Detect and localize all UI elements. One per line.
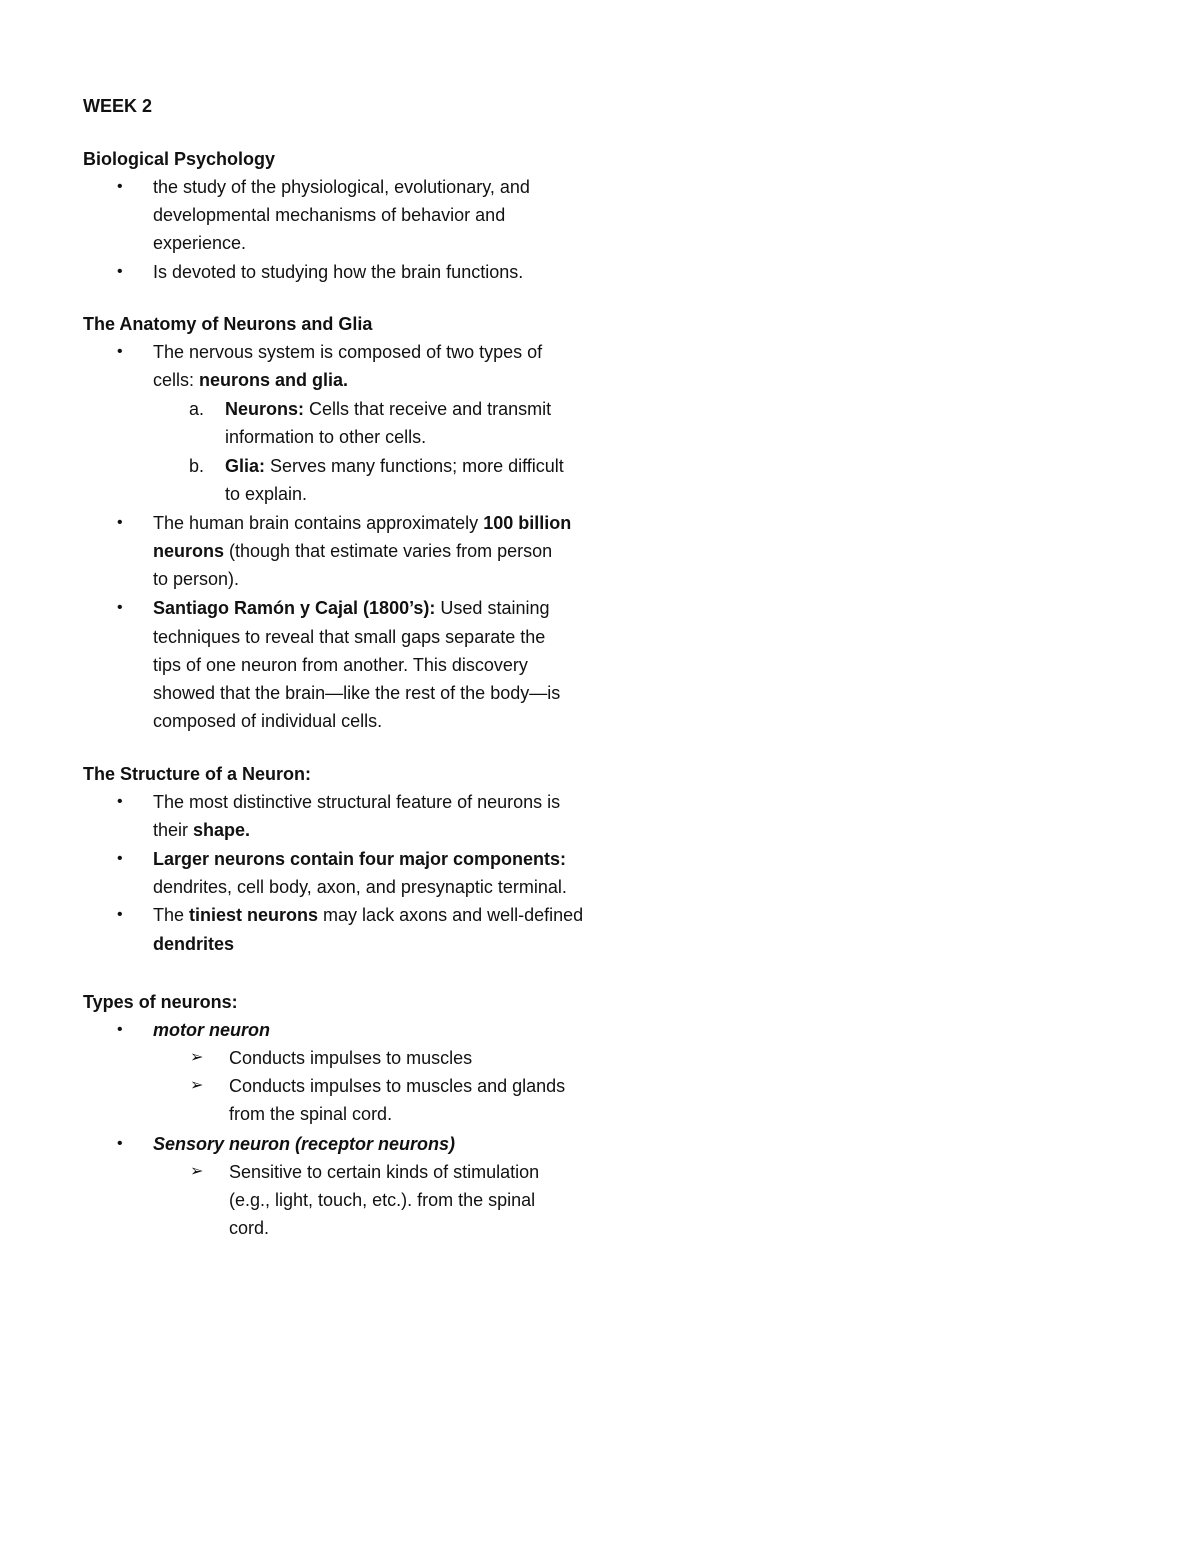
sub-bullet-text: from the spinal cord. [229,1104,393,1124]
bullet-text [153,509,571,537]
text-run: The [153,905,190,925]
bullet-text [153,366,348,394]
bold-text: shape. [193,820,251,840]
text-run: may lack axons and well-defined [318,905,584,925]
arrow-bullet-icon: ➢ [190,1049,204,1066]
text-run: The human brain contains approximately [153,513,484,533]
text-run: Used staining [435,598,550,618]
bullet-text: experience. [153,233,247,253]
section-heading-structure: The Structure of a Neuron: [83,764,312,784]
neuron-type-sensory: Sensory neuron (receptor neurons) [153,1134,456,1154]
bullet-icon: • [117,850,123,867]
list-marker: a. [189,399,205,419]
sub-item-text: to explain. [225,484,308,504]
sub-bullet-text: cord. [229,1218,270,1238]
section-heading-types: Types of neurons: [83,992,238,1012]
section-heading-anatomy: The Anatomy of Neurons and Glia [83,314,373,334]
bullet-text: the study of the physiological, evolutionary, and [153,177,530,197]
bullet-text [153,816,250,844]
bullet-text [153,901,583,929]
sub-bullet-text: Conducts impulses to muscles [229,1048,473,1068]
bullet-text [153,594,550,622]
bullet-icon: • [117,793,123,810]
bullet-icon: • [117,906,123,923]
bold-text: neurons and glia. [199,370,349,390]
section-heading-biological-psychology: Biological Psychology [83,149,276,169]
neuron-type-motor: motor neuron [153,1020,270,1040]
sub-item-text [225,395,551,423]
bullet-icon: • [117,514,123,531]
bullet-text: dendrites [153,934,235,954]
bullet-text: developmental mechanisms of behavior and [153,205,506,225]
bullet-icon: • [117,343,123,360]
page-title: WEEK 2 [83,96,153,116]
bold-text: tiniest neurons [189,905,319,925]
bullet-text: to person). [153,569,240,589]
bullet-icon: • [117,599,123,616]
text-run: Cells that receive and transmit [304,399,552,419]
sub-item-text: information to other cells. [225,427,427,447]
sub-item-text [225,452,564,480]
list-marker: b. [189,456,205,476]
text-run: their [153,820,194,840]
bullet-text: techniques to reveal that small gaps separate the [153,627,546,647]
bold-text: Glia: [225,456,266,476]
sub-bullet-text: Sensitive to certain kinds of stimulation [229,1162,540,1182]
bullet-text: Larger neurons contain four major components: [153,849,567,869]
text-run: cells: [153,370,200,390]
arrow-bullet-icon: ➢ [190,1163,204,1180]
bullet-text: composed of individual cells. [153,711,383,731]
bold-text: 100 billion [483,513,572,533]
bullet-icon: • [117,1135,123,1152]
bullet-text: dendrites, cell body, axon, and presynaptic terminal. [153,877,567,897]
bullet-text: The most distinctive structural feature of neurons is [153,792,561,812]
bold-text: Neurons: [225,399,305,419]
text-run: (though that estimate varies from person [224,541,553,561]
bold-text: neurons [153,541,225,561]
bullet-text: The nervous system is composed of two types of [153,342,543,362]
bullet-text: Is devoted to studying how the brain functions. [153,262,524,282]
sub-bullet-text: (e.g., light, touch, etc.). from the spinal [229,1190,536,1210]
bullet-icon: • [117,1021,123,1038]
arrow-bullet-icon: ➢ [190,1077,204,1094]
text-run: Serves many functions; more difficult [265,456,564,476]
bullet-text: showed that the brain—like the rest of the body—is [153,683,561,703]
bullet-text: tips of one neuron from another. This discovery [153,655,528,675]
bullet-text [153,537,552,565]
sub-bullet-text: Conducts impulses to muscles and glands [229,1076,566,1096]
bullet-icon: • [117,178,123,195]
bullet-icon: • [117,263,123,280]
bold-text: Santiago Ramón y Cajal (1800’s): [153,598,436,618]
